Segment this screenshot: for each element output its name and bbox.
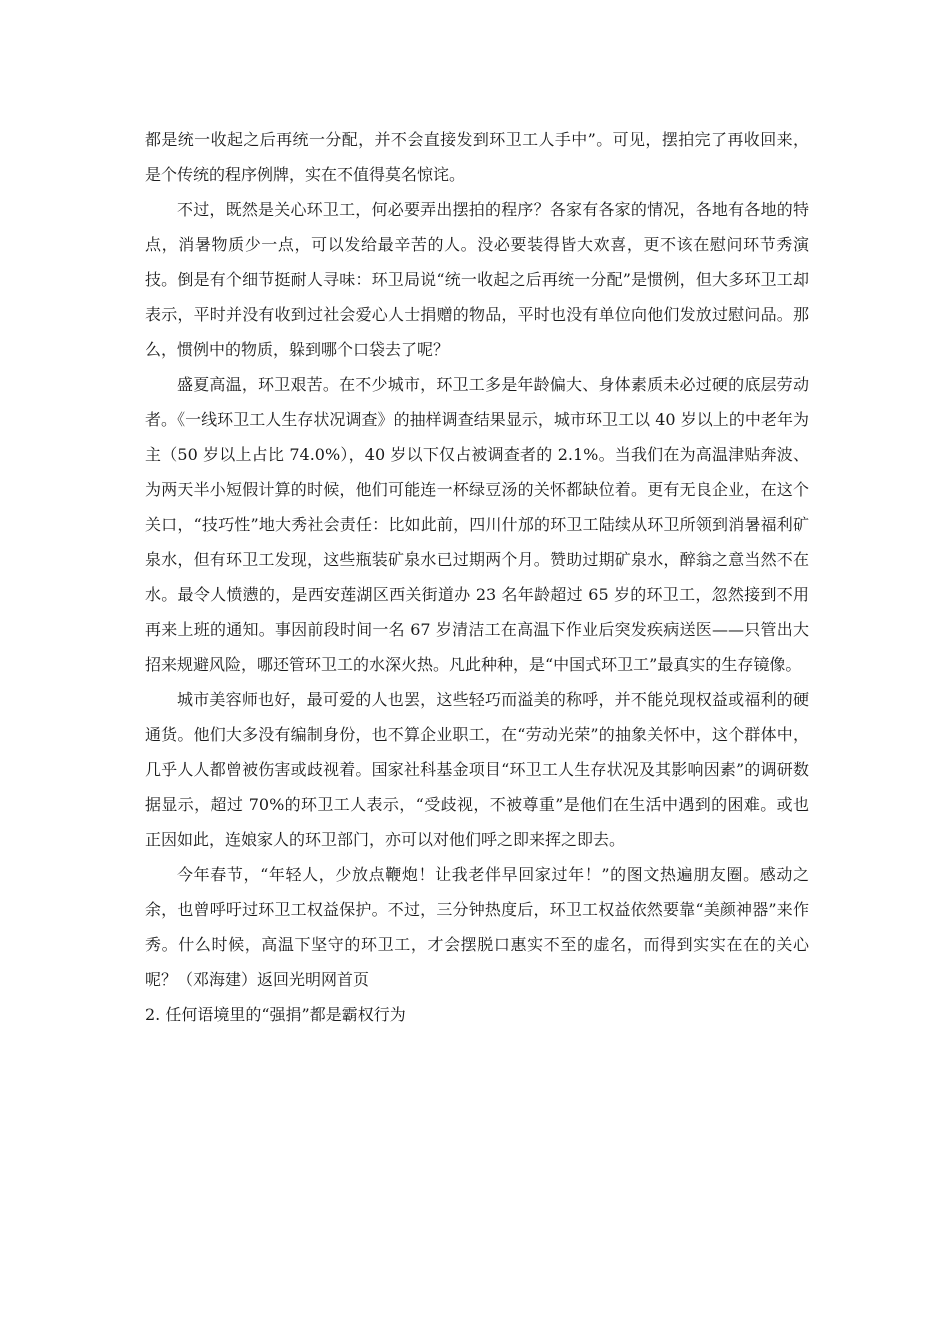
paragraph-4: 城市美容师也好，最可爱的人也罢，这些轻巧而溢美的称呼，并不能兑现权益或福利的硬通货。他们大多没有编制身份，也不算企业职工，在“劳动光荣”的抽象关怀中，这个群体中，几乎人人都曾被伤害或歧视着。国家社科基金项目“环卫工人生存状况及其影响因素”的调研数据显示，超过 70%的环卫工人表示，“受歧视，不被尊重”是他们在生活中遇到的困难。或也正因如此，连娘家人的环卫部门，亦可以对他们呼之即来挥之即去。: [145, 690, 809, 849]
document-body: [145, 122, 809, 1032]
paragraph-5: 今年春节，“年轻人，少放点鞭炮！让我老伴早回家过年！”的图文热遍朋友圈。感动之余，也曾呼吁过环卫工权益保护。不过，三分钟热度后，环卫工权益依然要靠“美颜神器”来作秀。什么时候，高温下坚守的环卫工，才会摆脱口惠实不至的虚名，而得到实实在在的关心呢？（邓海建）返回光明网首页: [145, 865, 809, 989]
paragraph-3: 盛夏高温，环卫艰苦。在不少城市，环卫工多是年龄偏大、身体素质未必过硬的底层劳动者。《一线环卫工人生存状况调查》的抽样调查结果显示，城市环卫工以 40 岁以上的中老年为主（50 岁以上占比 74.0%），40 岁以下仅占被调查者的 2.1%。当我们在为高温津贴奔波、为两天半小短假计算的时候，他们可能连一杯绿豆汤的关怀都缺位着。更有无良企业，在这个关口，“技巧性”地大秀社会责任：比如此前，四川什邡的环卫工陆续从环卫所领到消暑福利矿泉水，但有环卫工发现，这些瓶装矿泉水已过期两个月。赞助过期矿泉水，醉翁之意当然不在水。最令人愤懑的，是西安莲湖区西关街道办 23 名年龄超过 65 岁的环卫工，忽然接到不用再来上班的通知。事因前段时间一名 67 岁清洁工在高温下作业后突发疾病送医——只管出大招来规避风险，哪还管环卫工的水深火热。凡此种种，是“中国式环卫工”最真实的生存镜像。: [145, 375, 809, 674]
section-heading: 2. 任何语境里的“强捐”都是霸权行为: [145, 1005, 406, 1024]
paragraph-continuation: 都是统一收起之后再统一分配，并不会直接发到环卫工人手中”。可见，摆拍完了再收回来，是个传统的程序例牌，实在不值得莫名惊诧。: [145, 130, 809, 184]
paragraph-2: 不过，既然是关心环卫工，何必要弄出摆拍的程序？各家有各家的情况，各地有各地的特点，消暑物质少一点，可以发给最辛苦的人。没必要装得皆大欢喜，更不该在慰问环节秀演技。倒是有个细节挺耐人寻味：环卫局说“统一收起之后再统一分配”是惯例，但大多环卫工却表示，平时并没有收到过社会爱心人士捐赠的物品，平时也没有单位向他们发放过慰问品。那么，惯例中的物质，躲到哪个口袋去了呢？: [145, 200, 809, 359]
